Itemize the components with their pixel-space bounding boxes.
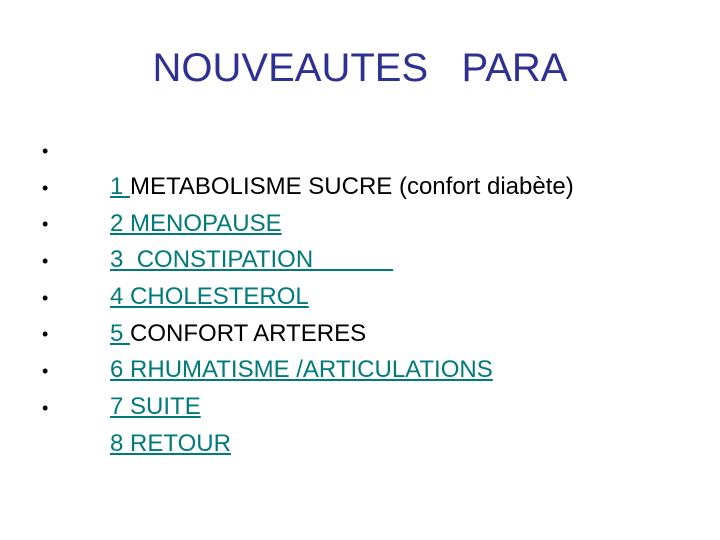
bullet-icon: • [42, 141, 49, 161]
menu-item-suite [42, 353, 574, 421]
menu-item-retour [42, 390, 574, 457]
menu-item-metabolisme [42, 133, 574, 200]
bullet-icon: • [42, 214, 49, 235]
bullet-icon: • [42, 397, 49, 418]
menu-link-cholesterol[interactable]: 4 CHOLESTEROL [110, 283, 309, 311]
menu-item-menopause [42, 170, 574, 237]
bullet-icon: • [42, 177, 49, 198]
menu-item-constipation [42, 206, 574, 274]
menu-list [42, 133, 574, 457]
menu-link-confort-arteres[interactable]: 5 [110, 319, 131, 347]
menu-item-cholesterol [42, 243, 574, 311]
bullet-icon: • [42, 324, 49, 345]
menu-text-metabolisme: METABOLISME SUCRE (confort diabète) [130, 173, 574, 200]
menu-link-retour[interactable]: 8 RETOUR [110, 429, 231, 457]
bullet-icon: • [42, 287, 49, 308]
menu-link-menopause[interactable]: 2 MENOPAUSE [110, 209, 282, 237]
bullet-icon: • [42, 361, 49, 382]
menu-link-constipation[interactable]: 3 CONSTIPATION [110, 246, 394, 274]
slide-title: NOUVEAUTES PARA [152, 46, 568, 90]
bullet-icon: • [42, 251, 49, 272]
menu-item-rhumatisme [42, 316, 574, 384]
menu-link-rhumatisme[interactable]: 6 RHUMATISME /ARTICULATIONS [110, 356, 493, 384]
menu-item-confort-arteres [42, 280, 574, 347]
menu-link-suite[interactable]: 7 SUITE [110, 393, 201, 421]
menu-link-metabolisme[interactable]: 1 [110, 173, 131, 200]
menu-text-confort-arteres: CONFORT ARTERES [130, 319, 367, 347]
